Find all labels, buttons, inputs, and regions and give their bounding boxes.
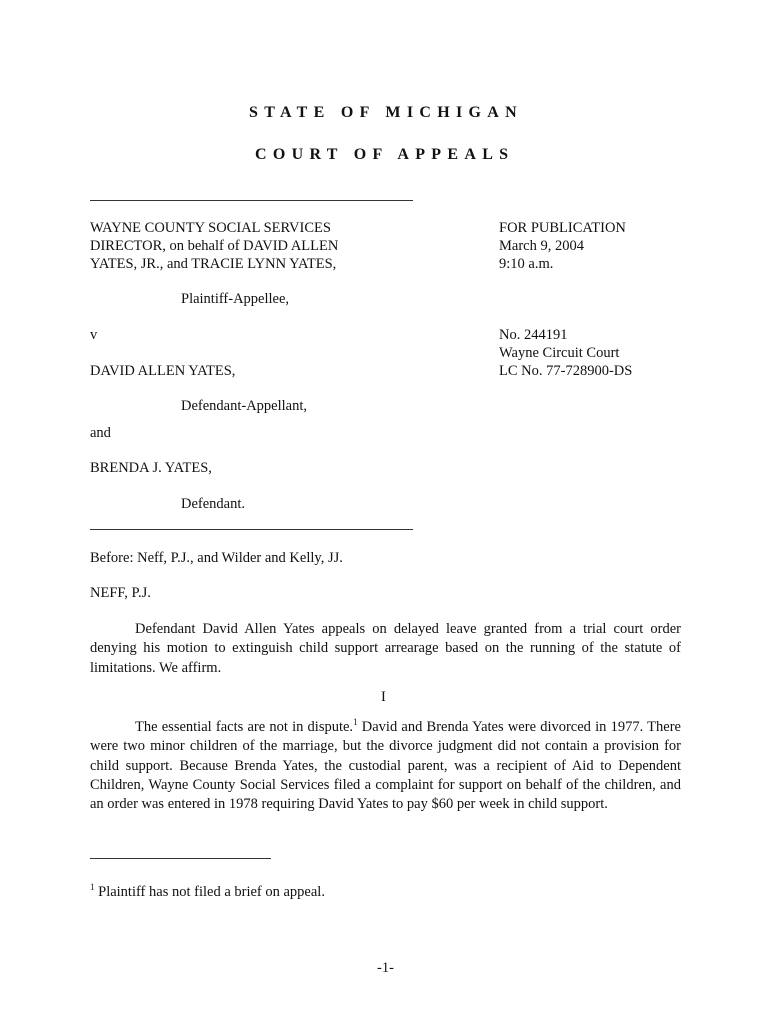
caption-bottom-rule: [90, 529, 413, 530]
defendant-1-role: Defendant-Appellant,: [181, 398, 308, 414]
court-heading: COURT OF APPEALS: [255, 146, 515, 163]
plaintiff-line-3: YATES, JR., and TRACIE LYNN YATES,: [90, 256, 337, 272]
plaintiff-line-1: WAYNE COUNTY SOCIAL SERVICES: [90, 220, 331, 236]
footnote-marker: 1: [90, 882, 95, 892]
publication-date: March 9, 2004: [499, 238, 584, 254]
opinion-author: NEFF, P.J.: [90, 585, 151, 601]
versus: v: [90, 327, 98, 343]
state-heading: STATE OF MICHIGAN: [249, 104, 523, 121]
and-conjunction: and: [90, 425, 111, 441]
opening-paragraph: Defendant David Allen Yates appeals on delayed leave granted from a trial court order denying his motion to extinguish child support arrearage based on the running of the statute of limitations. We affirm.: [90, 621, 681, 676]
footnote-text: Plaintiff has not filed a brief on appeal.: [94, 884, 325, 900]
footnote-reference: 1: [353, 717, 358, 727]
docket-court: Wayne Circuit Court: [499, 345, 620, 361]
facts-lead: The essential facts are not in dispute.: [135, 719, 354, 735]
footnote-rule: [90, 858, 271, 859]
plaintiff-role: Plaintiff-Appellee,: [181, 291, 290, 307]
lower-court-number: LC No. 77-728900-DS: [499, 363, 633, 379]
defendant-1-name: DAVID ALLEN YATES,: [90, 363, 236, 379]
section-heading: I: [381, 689, 386, 705]
caption-top-rule: [90, 200, 413, 201]
publication-time: 9:10 a.m.: [499, 256, 554, 272]
facts-body: David and Brenda Yates were divorced in 1977. There were two minor children of the marriage, but the divorce judgment did not contain a provision for child support. Because Brenda Yates, the custodial parent, was a recipient of Aid to Dependent Children, Wayne County Social Services filed a complaint for support on behalf of the children, and an order was entered in 1978 requiring David Yates to pay $60 per week in child support.: [90, 719, 681, 813]
docket-number: No. 244191: [499, 327, 568, 343]
defendant-2-name: BRENDA J. YATES,: [90, 460, 212, 476]
panel-line: Before: Neff, P.J., and Wilder and Kelly, JJ.: [90, 550, 343, 566]
plaintiff-line-2: DIRECTOR, on behalf of DAVID ALLEN: [90, 238, 339, 254]
defendant-2-role: Defendant.: [181, 496, 246, 512]
footnote: [90, 884, 325, 901]
publication-status: FOR PUBLICATION: [499, 220, 626, 236]
facts-paragraph: [90, 718, 681, 814]
page-number: -1-: [377, 960, 394, 976]
